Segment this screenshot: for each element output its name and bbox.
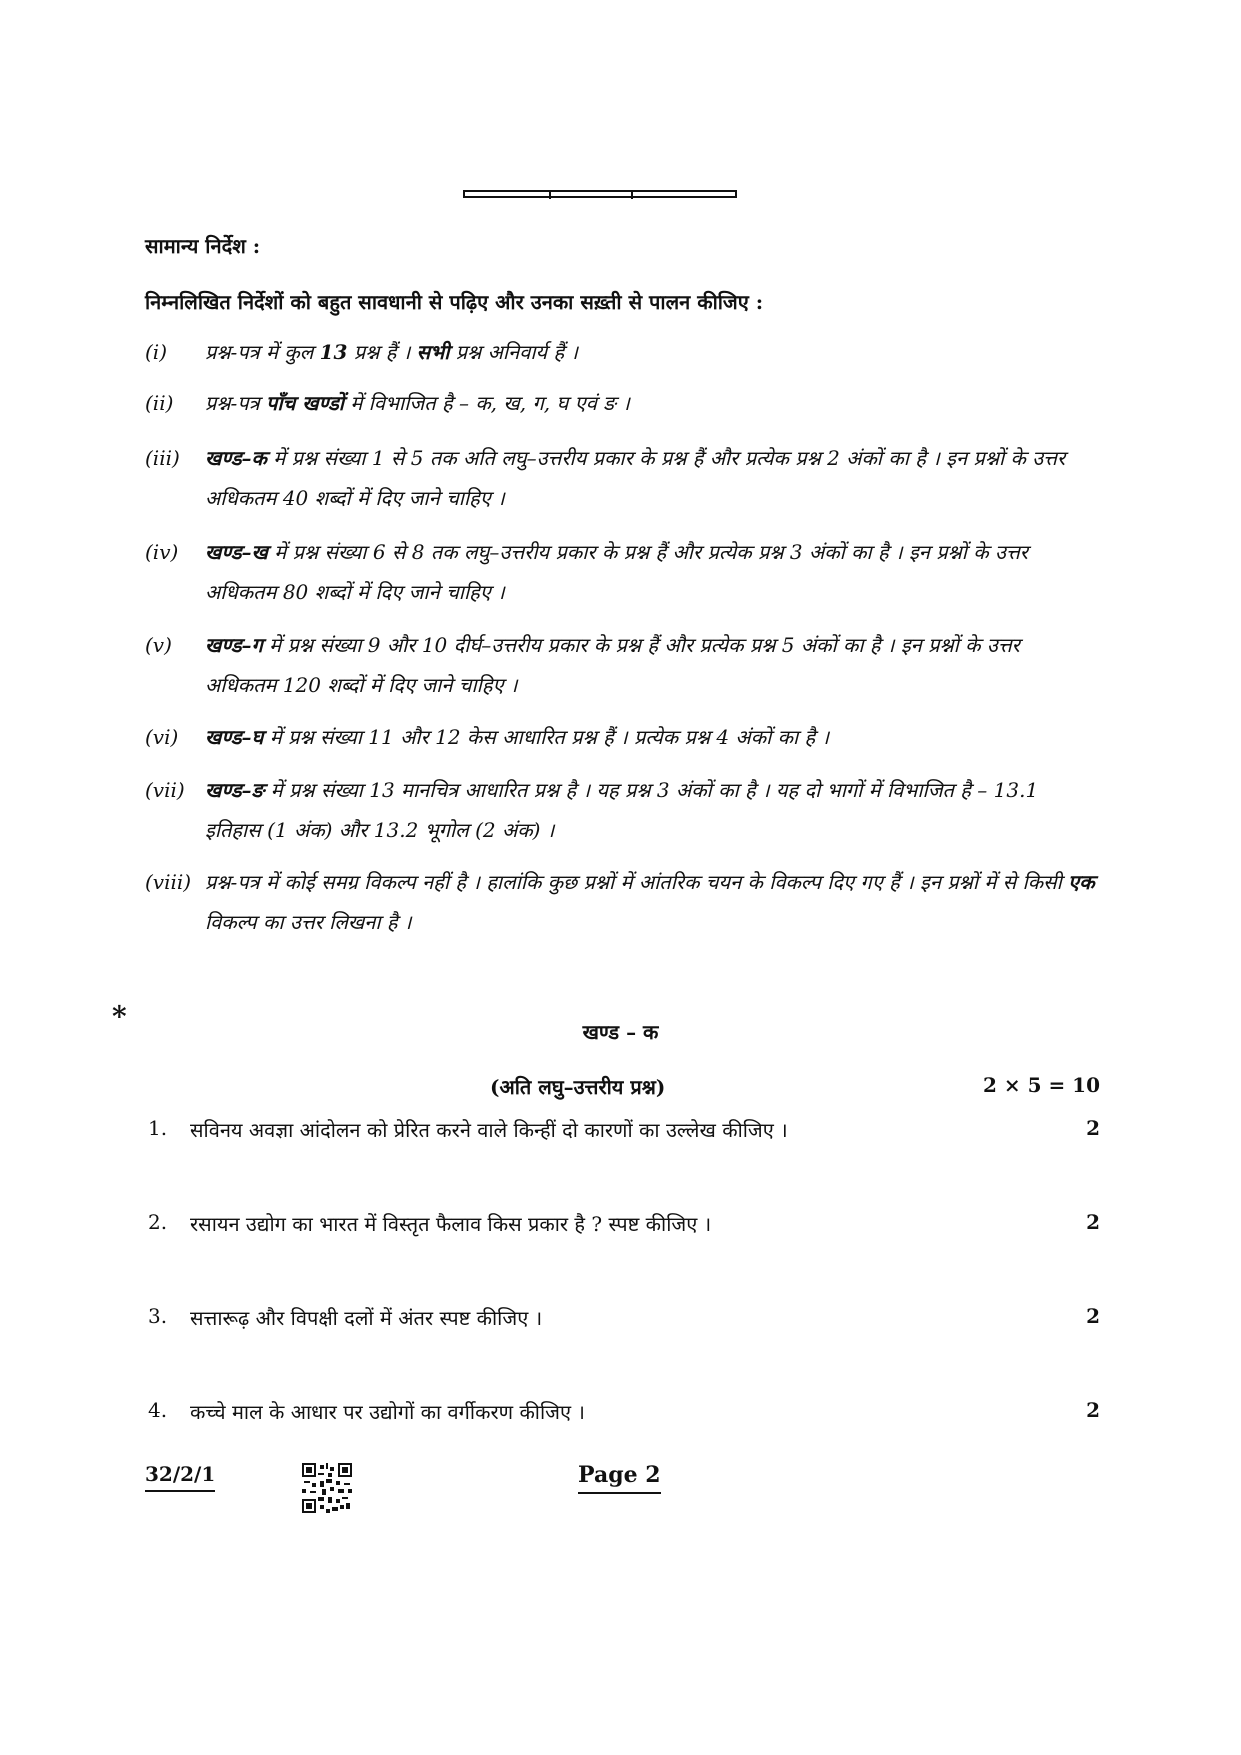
question-text: रसायन उद्योग का भारत में विस्तृत फैलाव किस प्रकार है ? स्पष्ट कीजिए । <box>190 1212 712 1236</box>
section-title: खण्ड – क <box>582 1020 659 1044</box>
general-instructions-heading: सामान्य निर्देश : <box>145 234 261 258</box>
instruction-item: (vi) खण्ड–घ में प्रश्न संख्या 11 और 12 केस आधारित प्रश्न हैं । प्रत्येक प्रश्न 4 अंकों का है । <box>145 725 830 749</box>
header-rule <box>463 190 737 198</box>
instruction-item: (viii) प्रश्न-पत्र में कोई समग्र विकल्प नहीं है । हालांकि कुछ प्रश्नों में आंतरिक चयन के विकल्प दिए गए हैं । इन प्रश्नों में से किसी एक विकल्प का उत्तर लिखना है । <box>145 870 1095 934</box>
question-number: 4. <box>148 1398 168 1422</box>
star-marker: * <box>112 1000 127 1033</box>
question-text: सविनय अवज्ञा आंदोलन को प्रेरित करने वाले किन्हीं दो कारणों का उल्लेख कीजिए । <box>190 1118 788 1142</box>
question-marks: 2 <box>1086 1210 1100 1234</box>
question-number: 3. <box>148 1304 168 1328</box>
instruction-item: (iv) खण्ड–ख में प्रश्न संख्या 6 से 8 तक लघु–उत्तरीय प्रकार के प्रश्न हैं और प्रत्येक प्रश्न 3 अंकों का है । इन प्रश्नों के उत्तर अधिकतम 80 शब्दों में दिए जाने चाहिए । <box>145 540 1028 604</box>
instruction-item: (i) प्रश्न-पत्र में कुल 13 प्रश्न हैं । सभी प्रश्न अनिवार्य हैं । <box>145 340 579 364</box>
instruction-item: (iii) खण्ड–क में प्रश्न संख्या 1 से 5 तक अति लघु–उत्तरीय प्रकार के प्रश्न हैं और प्रत्येक प्रश्न 2 अंकों का है । इन प्रश्नों के उत्तर अधिकतम 40 शब्दों में दिए जाने चाहिए । <box>145 446 1066 510</box>
general-instructions-subheading: निम्नलिखित निर्देशों को बहुत सावधानी से पढ़िए और उनका सख़्ती से पालन कीजिए : <box>145 290 764 314</box>
section-marks: 2 × 5 = 10 <box>982 1073 1100 1097</box>
question-text: कच्चे माल के आधार पर उद्योगों का वर्गीकरण कीजिए । <box>190 1400 585 1424</box>
paper-code: 32/2/1 <box>145 1462 215 1492</box>
question-marks: 2 <box>1086 1304 1100 1328</box>
qr-code-icon <box>302 1463 352 1513</box>
instruction-item: (v) खण्ड–ग में प्रश्न संख्या 9 और 10 दीर्घ–उत्तरीय प्रकार के प्रश्न हैं और प्रत्येक प्रश्न 5 अंकों का है । इन प्रश्नों के उत्तर अधिकतम 120 शब्दों में दिए जाने चाहिए । <box>145 633 1020 697</box>
question-marks: 2 <box>1086 1398 1100 1422</box>
page-number: Page 2 <box>578 1462 661 1494</box>
question-text: सत्तारूढ़ और विपक्षी दलों में अंतर स्पष्ट कीजिए । <box>190 1306 543 1330</box>
instruction-item: (vii) खण्ड–ङ में प्रश्न संख्या 13 मानचित्र आधारित प्रश्न है । यह प्रश्न 3 अंकों का है । यह दो भागों में विभाजित है – 13.1 इतिहास (1 अंक) और 13.2 भूगोल (2 अंक) । <box>145 778 1039 842</box>
question-marks: 2 <box>1086 1116 1100 1140</box>
section-subtitle: (अति लघु–उत्तरीय प्रश्न) <box>490 1075 666 1099</box>
question-number: 1. <box>148 1116 168 1140</box>
question-number: 2. <box>148 1210 168 1234</box>
instruction-item: (ii) प्रश्न-पत्र पाँच खण्डों में विभाजित है – क, ख, ग, घ एवं ङ । <box>145 391 630 415</box>
